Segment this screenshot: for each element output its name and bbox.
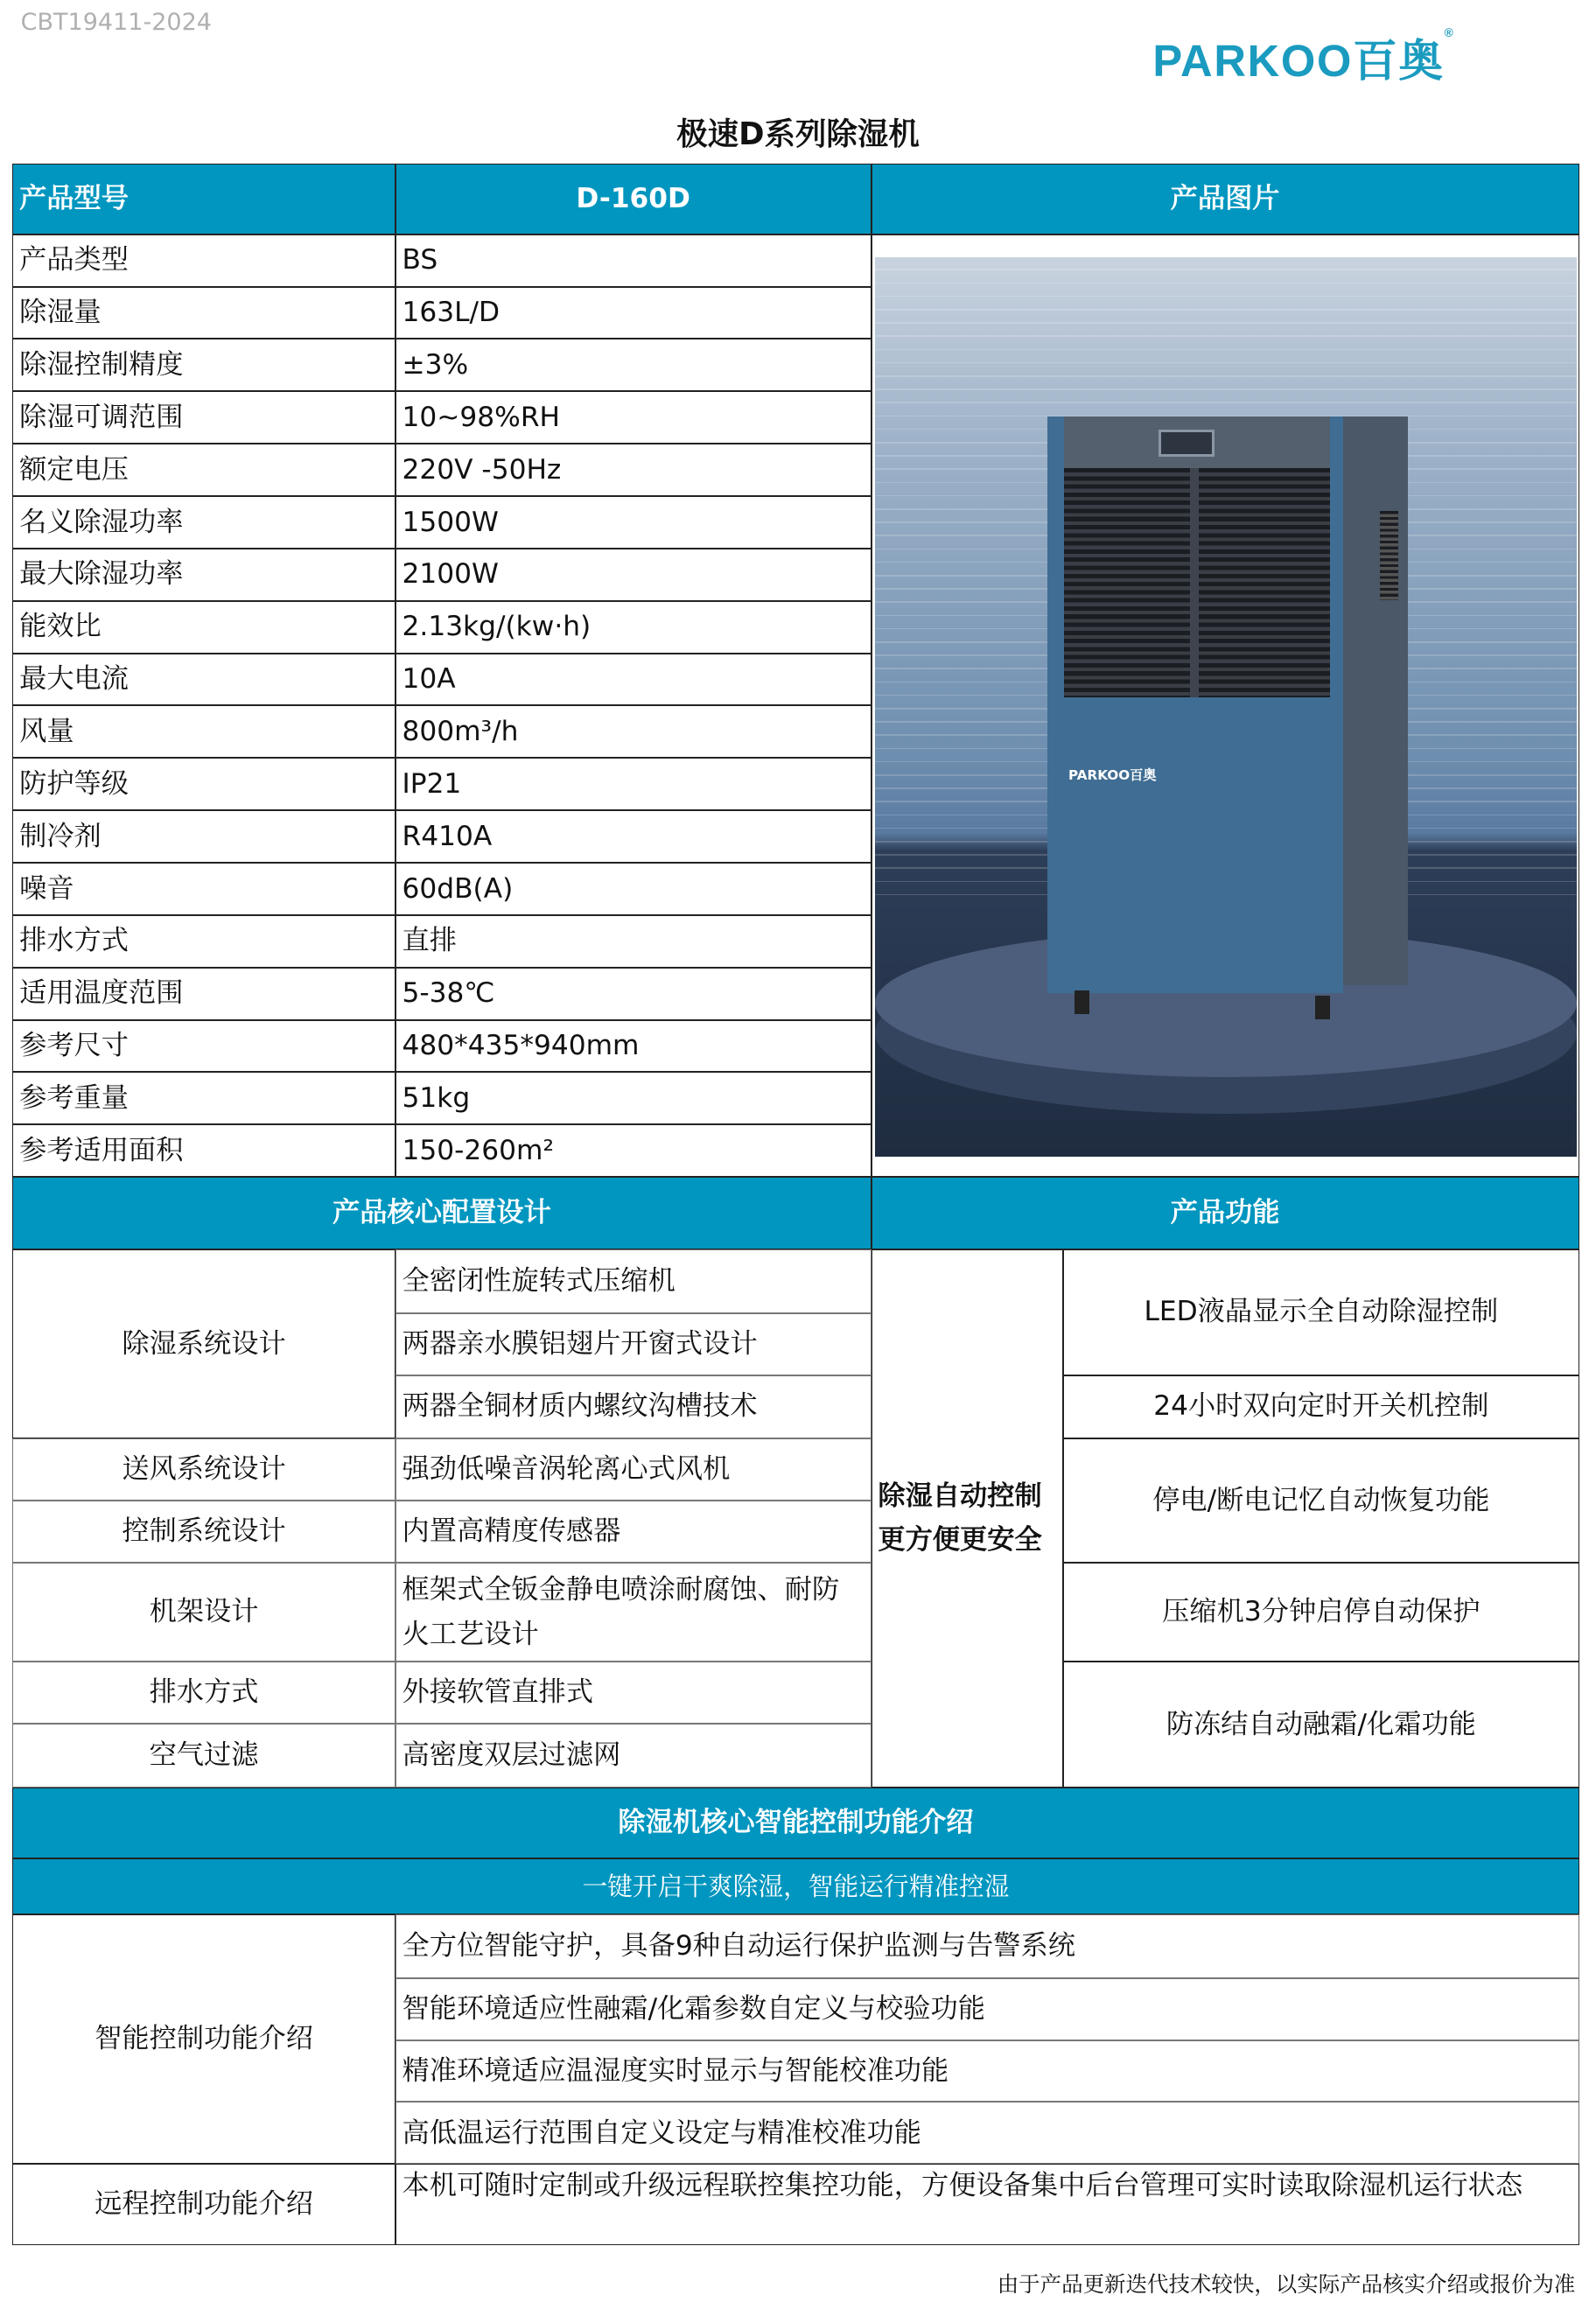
spec-label: 参考适用面积	[12, 1124, 395, 1177]
function-item: 压缩机3分钟启停自动保护	[1063, 1563, 1578, 1662]
intelligent-control-item: 智能环境适应性融霜/化霜参数自定义与校验功能	[396, 1978, 1579, 2040]
grille-divider	[1190, 468, 1199, 697]
sea-wave	[875, 349, 1577, 351]
spec-value: 480*435*940mm	[396, 1020, 872, 1073]
config-item: 两器全铜材质内螺纹沟槽技术	[396, 1375, 872, 1439]
sea-wave	[875, 402, 1577, 403]
spec-label: 适用温度范围	[12, 968, 395, 1020]
registered-mark: ®	[1444, 26, 1455, 40]
sea-wave	[875, 283, 1577, 284]
spec-label: 排水方式	[12, 915, 395, 968]
document-code-watermark: CBT19411-2024	[20, 9, 212, 37]
config-item: 框架式全钣金静电喷涂耐腐蚀、耐防火工艺设计	[396, 1563, 872, 1662]
config-group-label: 送风系统设计	[12, 1438, 395, 1501]
spec-value: ±3%	[396, 339, 872, 391]
spec-value: 150-260m²	[396, 1124, 872, 1177]
dehumidifier-side	[1343, 416, 1408, 985]
spec-label: 除湿可调范围	[12, 391, 395, 444]
spec-label: 参考尺寸	[12, 1020, 395, 1073]
config-item: 高密度双层过滤网	[396, 1724, 872, 1788]
spec-label: 除湿量	[12, 287, 395, 339]
spec-value: 220V -50Hz	[396, 444, 872, 496]
config-section-header: 产品核心配置设计	[12, 1177, 871, 1249]
sea-wave	[875, 335, 1577, 337]
caster-wheel	[1315, 996, 1330, 1019]
product-brand-label: PARKOO百奥	[1068, 766, 1157, 783]
model-value-header: D-160D	[396, 164, 872, 234]
config-group-label: 控制系统设计	[12, 1501, 395, 1563]
config-group-label: 排水方式	[12, 1662, 395, 1724]
spec-value: 60dB(A)	[396, 863, 872, 915]
remote-control-text: 本机可随时定制或升级远程联控集控功能，方便设备集中后台管理可实时读取除湿机运行状态	[396, 2164, 1579, 2245]
spec-label: 参考重量	[12, 1072, 395, 1124]
smart-section-subtitle: 一键开启干爽除湿，智能运行精准控湿	[12, 1858, 1578, 1914]
function-item: 防冻结自动融霜/化霜功能	[1063, 1662, 1578, 1788]
sea-wave	[875, 362, 1577, 364]
spec-label: 产品类型	[12, 234, 395, 287]
lcd-display	[1158, 430, 1214, 456]
spec-value: 10~98%RH	[396, 391, 872, 444]
functions-summary	[872, 1249, 1064, 1788]
caster-wheel	[1074, 990, 1089, 1014]
function-item: 停电/断电记忆自动恢复功能	[1063, 1438, 1578, 1563]
spec-label: 最大除湿功率	[12, 549, 395, 601]
spec-label: 制冷剂	[12, 810, 395, 863]
config-group-label: 机架设计	[12, 1563, 395, 1662]
intelligent-control-item: 高低温运行范围自定义设定与精准校准功能	[396, 2102, 1579, 2164]
sea-wave	[875, 375, 1577, 377]
spec-value: 10A	[396, 654, 872, 706]
intelligent-control-label: 智能控制功能介绍	[12, 1914, 395, 2164]
spec-value: BS	[396, 234, 872, 287]
sea-wave	[875, 269, 1577, 270]
spec-label: 除湿控制精度	[12, 339, 395, 391]
smart-section-header: 除湿机核心智能控制功能介绍	[12, 1788, 1578, 1858]
spec-value: 800m³/h	[396, 705, 872, 758]
spec-value: 直排	[396, 915, 872, 968]
sea-wave	[875, 322, 1577, 324]
spec-label: 风量	[12, 705, 395, 758]
product-image-header: 产品图片	[872, 164, 1579, 234]
sea-wave	[875, 309, 1577, 311]
config-item: 两器亲水膜铝翅片开窗式设计	[396, 1313, 872, 1375]
spec-value: 2.13kg/(kw·h)	[396, 601, 872, 654]
functions-summary-line2: 更方便更安全	[878, 1524, 1042, 1557]
spec-label: 额定电压	[12, 444, 395, 496]
function-item: 24小时双向定时开关机控制	[1063, 1375, 1578, 1439]
logo-text: PARKOO百奥	[1152, 36, 1445, 87]
config-item: 全密闭性旋转式压缩机	[396, 1249, 872, 1313]
spec-value: 5-38℃	[396, 968, 872, 1020]
brand-logo	[1152, 26, 1454, 89]
model-label-header: 产品型号	[12, 164, 395, 234]
spec-value: 1500W	[396, 496, 872, 549]
spec-label: 能效比	[12, 601, 395, 654]
sea-wave	[875, 388, 1577, 390]
sea-wave	[875, 296, 1577, 297]
spec-label: 名义除湿功率	[12, 496, 395, 549]
functions-section-header: 产品功能	[872, 1177, 1579, 1249]
footer-disclaimer: 由于产品更新迭代技术较快，以实际产品核实介绍或报价为准	[997, 2271, 1576, 2298]
config-group-label: 空气过滤	[12, 1724, 395, 1788]
spec-label: 最大电流	[12, 654, 395, 706]
spec-value: R410A	[396, 810, 872, 863]
product-photo	[875, 257, 1577, 1158]
side-vent	[1380, 511, 1397, 599]
config-item: 外接软管直排式	[396, 1662, 872, 1724]
intelligent-control-item: 全方位智能守护，具备9种自动运行保护监测与告警系统	[396, 1914, 1579, 1978]
spec-value: IP21	[396, 758, 872, 810]
config-item: 强劲低噪音涡轮离心式风机	[396, 1438, 872, 1501]
page-title: 极速D系列除湿机	[676, 115, 920, 152]
spec-value: 51kg	[396, 1072, 872, 1124]
remote-control-label: 远程控制功能介绍	[12, 2164, 395, 2245]
spec-value: 2100W	[396, 549, 872, 601]
spec-label: 防护等级	[12, 758, 395, 810]
functions-summary-line1: 除湿自动控制	[878, 1480, 1042, 1512]
spec-value: 163L/D	[396, 287, 872, 339]
spec-label: 噪音	[12, 863, 395, 915]
intelligent-control-item: 精准环境适应温湿度实时显示与智能校准功能	[396, 2040, 1579, 2103]
function-item: LED液晶显示全自动除湿控制	[1063, 1249, 1578, 1375]
config-group-label: 除湿系统设计	[12, 1249, 395, 1438]
config-item: 内置高精度传感器	[396, 1501, 872, 1563]
